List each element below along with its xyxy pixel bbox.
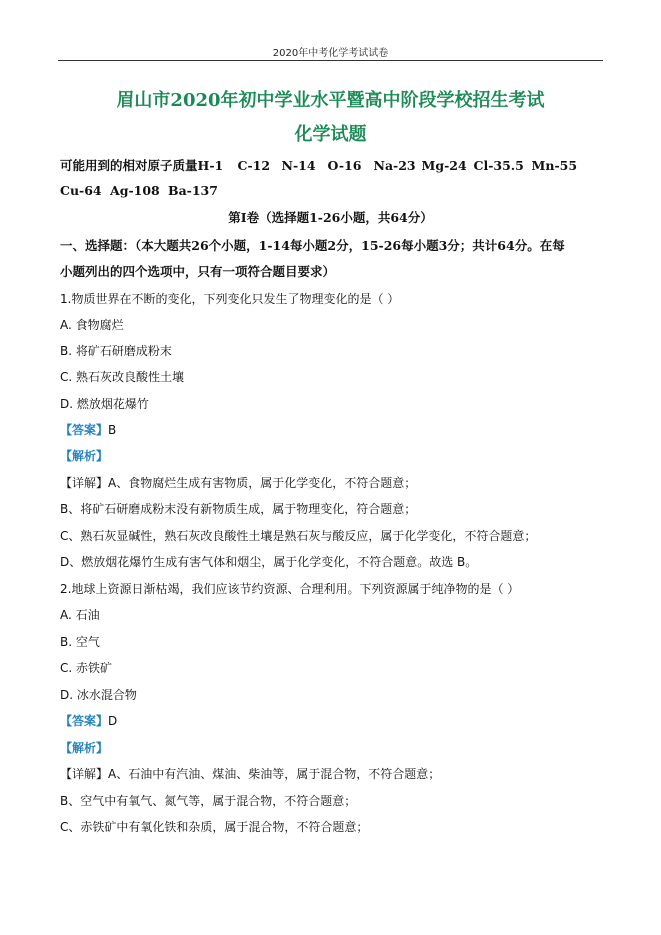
answer-tag: 【答案】 bbox=[60, 423, 109, 437]
q2-detail-c: C、赤铁矿中有氧化铁和杂质，属于混合物，不符合题意； bbox=[60, 820, 369, 834]
q1-detail-a bbox=[60, 474, 605, 491]
q1-stem: 1.物质世界在不断的变化，下列变化只发生了物理变化的是（ ） bbox=[60, 292, 400, 306]
mass-na: Na-23 bbox=[373, 158, 416, 173]
detail-text: A、食物腐烂生成有害物质，属于化学变化，不符合题意； bbox=[108, 476, 417, 490]
instructions-line-1: 一、选择题：（本大题共26个小题，1-14每小题2分，15-26每小题3分；共计64分。在每 bbox=[60, 238, 565, 253]
q1-option-a: A. 食物腐烂 bbox=[60, 318, 124, 332]
q2-option-d: D. 冰水混合物 bbox=[60, 688, 137, 702]
q2-answer bbox=[60, 712, 605, 729]
q1-detail-d: D、燃放烟花爆竹生成有害气体和烟尘，属于化学变化，不符合题意。故选 B。 bbox=[60, 555, 478, 569]
mass-h: H-1 bbox=[197, 158, 224, 173]
mass-c: C-12 bbox=[237, 158, 271, 173]
exam-subtitle: 化学试题 bbox=[294, 124, 367, 145]
atomic-masses-row-2 bbox=[60, 183, 605, 198]
q1-detail-b: B、将矿石研磨成粉末没有新物质生成，属于物理变化，符合题意； bbox=[60, 502, 417, 516]
mass-mn: Mn-55 bbox=[531, 158, 578, 173]
mass-cl: Cl-35.5 bbox=[473, 158, 524, 173]
detail-tag: 【详解】 bbox=[60, 476, 109, 490]
q2-option-a: A. 石油 bbox=[60, 608, 100, 622]
q2-detail-a bbox=[60, 765, 605, 782]
q2-analysis bbox=[60, 739, 605, 756]
q2-stem: 2.地球上资源日渐枯竭，我们应该节约资源、合理利用。下列资源属于纯净物的是（ ） bbox=[60, 582, 520, 596]
atomic-masses-label: 可能用到的相对原子质量 bbox=[60, 158, 198, 173]
q1-option-b: B. 将矿石研磨成粉末 bbox=[60, 344, 172, 358]
answer-tag: 【答案】 bbox=[60, 714, 109, 728]
q2-option-c: C. 赤铁矿 bbox=[60, 661, 113, 675]
page-header: 2020年中考化学考试试卷 bbox=[272, 48, 389, 59]
section-title: 第Ⅰ卷（选择题1-26小题，共64分） bbox=[228, 210, 433, 225]
analysis-tag: 【解析】 bbox=[60, 449, 109, 463]
mass-o: O-16 bbox=[327, 158, 362, 173]
mass-cu: Cu-64 bbox=[60, 183, 102, 198]
q1-option-c: C. 熟石灰改良酸性土壤 bbox=[60, 370, 185, 384]
detail-tag: 【详解】 bbox=[60, 767, 109, 781]
answer-value: D bbox=[108, 714, 118, 728]
q2-option-b: B. 空气 bbox=[60, 635, 100, 649]
q2-detail-b: B、空气中有氧气、氮气等，属于混合物，不符合题意； bbox=[60, 794, 357, 808]
header-rule bbox=[58, 60, 603, 61]
atomic-masses-row-1 bbox=[60, 156, 605, 174]
q1-analysis bbox=[60, 447, 605, 464]
mass-mg: Mg-24 bbox=[421, 158, 467, 173]
exam-title: 眉山市2020年初中学业水平暨高中阶段学校招生考试 bbox=[116, 90, 545, 111]
q1-option-d: D. 燃放烟花爆竹 bbox=[60, 397, 149, 411]
detail-text: A、石油中有汽油、煤油、柴油等，属于混合物，不符合题意； bbox=[108, 767, 441, 781]
mass-ag: Ag-108 bbox=[110, 183, 160, 198]
mass-ba: Ba-137 bbox=[168, 183, 218, 198]
mass-n: N-14 bbox=[281, 158, 316, 173]
q1-detail-c: C、熟石灰显碱性，熟石灰改良酸性土壤是熟石灰与酸反应，属于化学变化，不符合题意； bbox=[60, 529, 537, 543]
answer-value: B bbox=[108, 423, 117, 437]
q1-answer bbox=[60, 421, 605, 438]
analysis-tag: 【解析】 bbox=[60, 741, 109, 755]
instructions-line-2: 小题列出的四个选项中，只有一项符合题目要求） bbox=[60, 264, 336, 279]
